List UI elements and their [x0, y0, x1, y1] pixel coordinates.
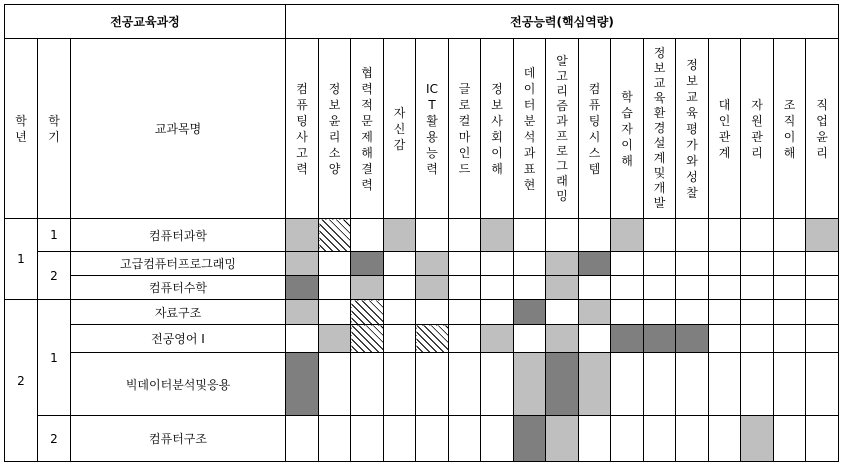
competency-cell-empty — [774, 252, 806, 276]
competency-cell-empty — [319, 416, 351, 462]
competency-cell-empty — [774, 219, 806, 252]
competency-header — [611, 39, 644, 219]
competency-cell-empty — [514, 325, 546, 353]
competency-cell-empty — [644, 353, 676, 416]
competency-label: 조직이해 — [783, 97, 796, 160]
competency-cell-empty — [546, 219, 579, 252]
competency-cell-light — [546, 276, 579, 300]
competency-cell-empty — [546, 300, 579, 325]
header-semester — [38, 39, 71, 219]
competency-label: 알고리즘과프로그래밍 — [556, 53, 568, 203]
competency-label: 정보교육환경설계및개발 — [653, 46, 666, 210]
competency-cell-empty — [774, 325, 806, 353]
competency-header — [806, 39, 839, 219]
competency-cell-empty — [644, 252, 676, 276]
competency-cell-empty — [384, 416, 416, 462]
competency-cell-empty — [806, 300, 839, 325]
competency-cell-light — [416, 252, 449, 276]
competency-header — [579, 39, 611, 219]
competency-cell-dark — [546, 353, 579, 416]
competency-cell-empty — [611, 353, 644, 416]
header-semester-label: 학기 — [48, 113, 60, 144]
competency-cell-empty — [416, 416, 449, 462]
competency-label: 자원관리 — [751, 97, 763, 160]
year-cell: 2 — [5, 300, 38, 462]
competency-cell-hatch — [351, 300, 384, 325]
competency-cell-empty — [449, 416, 481, 462]
competency-cell-light — [514, 353, 546, 416]
semester-cell: 2 — [38, 252, 71, 300]
competency-cell-empty — [676, 416, 709, 462]
competency-cell-light — [286, 252, 319, 276]
competency-cell-empty — [709, 252, 741, 276]
competency-header — [644, 39, 676, 219]
competency-header — [774, 39, 806, 219]
competency-cell-empty — [676, 276, 709, 300]
competency-cell-empty — [611, 416, 644, 462]
competency-cell-light — [579, 353, 611, 416]
competency-cell-empty — [384, 276, 416, 300]
competency-label: 학습자이해 — [621, 89, 633, 168]
competency-cell-empty — [644, 300, 676, 325]
competency-cell-empty — [741, 219, 774, 252]
competency-cell-hatch — [319, 219, 351, 252]
competency-cell-empty — [774, 353, 806, 416]
competency-header — [481, 39, 514, 219]
competency-header — [514, 39, 546, 219]
header-course-group: 전공교육과정 — [5, 5, 286, 39]
competency-cell-light — [319, 325, 351, 353]
competency-header — [319, 39, 351, 219]
competency-cell-dark — [351, 252, 384, 276]
competency-cell-empty — [579, 416, 611, 462]
header-year — [5, 39, 38, 219]
competency-cell-empty — [806, 325, 839, 353]
competency-cell-empty — [741, 325, 774, 353]
competency-cell-empty — [676, 353, 709, 416]
competency-cell-empty — [384, 300, 416, 325]
competency-cell-empty — [319, 276, 351, 300]
competency-cell-empty — [709, 276, 741, 300]
competency-label: 자신감 — [393, 105, 406, 152]
competency-cell-empty — [416, 219, 449, 252]
competency-cell-light — [546, 416, 579, 462]
competency-label: 협력적문제해결력 — [361, 65, 373, 192]
competency-cell-empty — [611, 276, 644, 300]
curriculum-competency-table — [4, 4, 839, 462]
competency-cell-dark — [514, 300, 546, 325]
competency-cell-hatch — [416, 325, 449, 353]
competency-cell-light — [481, 325, 514, 353]
competency-label: 컴퓨팅사고력 — [296, 81, 308, 176]
competency-cell-empty — [319, 353, 351, 416]
competency-label: 정보사회이해 — [491, 81, 503, 176]
competency-cell-empty — [579, 325, 611, 353]
competency-cell-empty — [481, 353, 514, 416]
competency-cell-empty — [579, 276, 611, 300]
course-name: 고급컴퓨터프로그래밍 — [71, 252, 286, 276]
competency-cell-empty — [351, 353, 384, 416]
competency-label: 직업윤리 — [816, 97, 828, 160]
competency-cell-empty — [676, 219, 709, 252]
competency-cell-empty — [449, 325, 481, 353]
competency-cell-light — [384, 219, 416, 252]
competency-cell-empty — [416, 300, 449, 325]
competency-cell-empty — [709, 353, 741, 416]
competency-cell-empty — [709, 416, 741, 462]
course-name: 전공영어 Ⅰ — [71, 325, 286, 353]
competency-cell-empty — [319, 300, 351, 325]
competency-label: 컴퓨팅시스템 — [588, 81, 601, 176]
competency-cell-light — [416, 276, 449, 300]
semester-cell: 2 — [38, 416, 71, 462]
competency-cell-empty — [806, 416, 839, 462]
competency-cell-light — [741, 416, 774, 462]
competency-cell-empty — [741, 300, 774, 325]
competency-cell-empty — [806, 252, 839, 276]
competency-cell-empty — [709, 300, 741, 325]
competency-cell-dark — [579, 252, 611, 276]
competency-cell-empty — [384, 353, 416, 416]
course-name: 컴퓨터구조 — [71, 416, 286, 462]
competency-cell-empty — [709, 219, 741, 252]
semester-cell: 1 — [38, 300, 71, 416]
competency-header — [676, 39, 709, 219]
competency-cell-dark — [676, 325, 709, 353]
competency-cell-empty — [481, 300, 514, 325]
competency-cell-dark — [286, 276, 319, 300]
competency-cell-empty — [351, 416, 384, 462]
competency-cell-empty — [481, 416, 514, 462]
competency-cell-empty — [384, 252, 416, 276]
competency-cell-empty — [741, 252, 774, 276]
competency-cell-empty — [644, 219, 676, 252]
competency-cell-empty — [514, 276, 546, 300]
competency-cell-empty — [741, 276, 774, 300]
competency-cell-empty — [319, 252, 351, 276]
competency-label: 정보윤리소양 — [328, 81, 341, 176]
competency-cell-empty — [676, 252, 709, 276]
competency-header — [449, 39, 481, 219]
competency-cell-light — [579, 300, 611, 325]
course-name: 빅데이터분석및응용 — [71, 353, 286, 416]
competency-cell-empty — [286, 325, 319, 353]
competency-header — [286, 39, 319, 219]
competency-cell-empty — [384, 325, 416, 353]
header-course-name: 교과목명 — [71, 39, 286, 219]
competency-cell-empty — [449, 353, 481, 416]
competency-cell-empty — [611, 300, 644, 325]
competency-cell-empty — [644, 416, 676, 462]
competency-cell-empty — [676, 300, 709, 325]
competency-header — [546, 39, 579, 219]
competency-cell-light — [806, 219, 839, 252]
competency-cell-dark — [644, 325, 676, 353]
competency-cell-empty — [481, 252, 514, 276]
competency-cell-empty — [449, 219, 481, 252]
competency-cell-dark — [286, 353, 319, 416]
competency-cell-empty — [611, 252, 644, 276]
header-year-label: 학년 — [15, 113, 27, 144]
competency-cell-empty — [774, 416, 806, 462]
competency-cell-hatch — [351, 325, 384, 353]
competency-cell-empty — [351, 219, 384, 252]
competency-header — [741, 39, 774, 219]
course-name: 컴퓨터과학 — [71, 219, 286, 252]
competency-label: 데이터분석과표현 — [523, 65, 536, 192]
competency-cell-empty — [774, 276, 806, 300]
competency-cell-empty — [449, 252, 481, 276]
competency-cell-empty — [449, 300, 481, 325]
competency-cell-light — [351, 276, 384, 300]
competency-cell-empty — [709, 325, 741, 353]
competency-cell-light — [546, 325, 579, 353]
competency-cell-empty — [806, 276, 839, 300]
competency-header — [351, 39, 384, 219]
year-cell: 1 — [5, 219, 38, 300]
competency-cell-empty — [806, 353, 839, 416]
competency-cell-light — [286, 219, 319, 252]
competency-cell-dark — [514, 416, 546, 462]
competency-cell-empty — [449, 276, 481, 300]
competency-cell-empty — [514, 219, 546, 252]
competency-cell-empty — [286, 416, 319, 462]
competency-cell-empty — [774, 300, 806, 325]
competency-cell-empty — [416, 353, 449, 416]
competency-cell-empty — [741, 353, 774, 416]
course-name: 컴퓨터수학 — [71, 276, 286, 300]
competency-cell-empty — [514, 252, 546, 276]
competency-cell-light — [286, 300, 319, 325]
competency-label: 대인관계 — [718, 97, 731, 160]
competency-cell-empty — [579, 219, 611, 252]
competency-label: 글로컬마인드 — [458, 81, 471, 176]
competency-cell-empty — [481, 276, 514, 300]
competency-cell-light — [611, 219, 644, 252]
competency-cell-light — [481, 219, 514, 252]
header-competency-group: 전공능력(핵심역량) — [286, 5, 839, 39]
semester-cell: 1 — [38, 219, 71, 252]
competency-cell-light — [546, 252, 579, 276]
competency-header — [416, 39, 449, 219]
competency-cell-dark — [611, 325, 644, 353]
competency-label: 정보교육평가와성찰 — [686, 57, 698, 200]
competency-label: ICT활용능력 — [426, 81, 438, 176]
course-name: 자료구조 — [71, 300, 286, 325]
competency-cell-empty — [644, 276, 676, 300]
competency-header — [709, 39, 741, 219]
competency-header — [384, 39, 416, 219]
